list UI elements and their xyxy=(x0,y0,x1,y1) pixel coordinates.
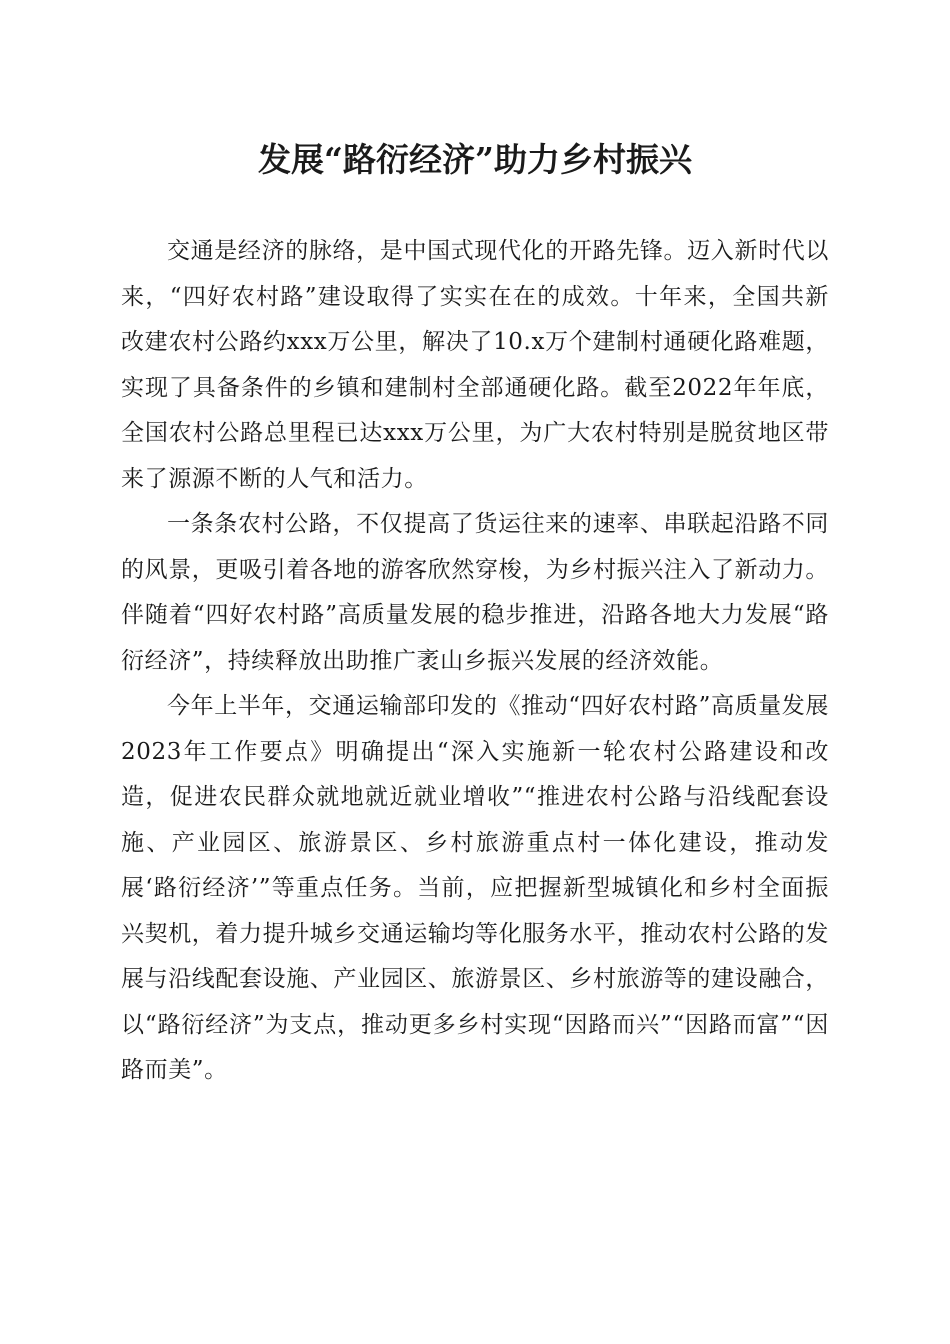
paragraph-1: 交通是经济的脉络，是中国式现代化的开路先锋。迈入新时代以来，“四好农村路”建设取得了实实在在的成效。十年来，全国共新改建农村公路约xxx万公里，解决了10.x万个建制村通硬化路难题，实现了具备条件的乡镇和建制村全部通硬化路。截至2022年年底，全国农村公路总里程已达xxx万公里，为广大农村特别是脱贫地区带来了源源不断的人气和活力。 xyxy=(121,238,829,492)
paragraph-2: 一条条农村公路，不仅提高了货运往来的速率、串联起沿路不同的风景，更吸引着各地的游客欣然穿梭，为乡村振兴注入了新动力。伴随着“四好农村路”高质量发展的稳步推进，沿路各地大力发展“路衍经济”，持续释放出助推广袤山乡振兴发展的经济效能。 xyxy=(121,511,829,674)
document-body xyxy=(121,229,829,1094)
paragraph-3: 今年上半年，交通运输部印发的《推动“四好农村路”高质量发展2023年工作要点》明确提出“深入实施新一轮农村公路建设和改造，促进农民群众就地就近就业增收”“推进农村公路与沿线配套设施、产业园区、旅游景区、乡村旅游重点村一体化建设，推动发展‘路衍经济’”等重点任务。当前，应把握新型城镇化和乡村全面振兴契机，着力提升城乡交通运输均等化服务水平，推动农村公路的发展与沿线配套设施、产业园区、旅游景区、乡村旅游等的建设融合，以“路衍经济”为支点，推动更多乡村实现“因路而兴”“因路而富”“因路而美”。 xyxy=(121,693,829,1083)
document-title: 发展“路衍经济”助力乡村振兴 xyxy=(258,140,692,179)
